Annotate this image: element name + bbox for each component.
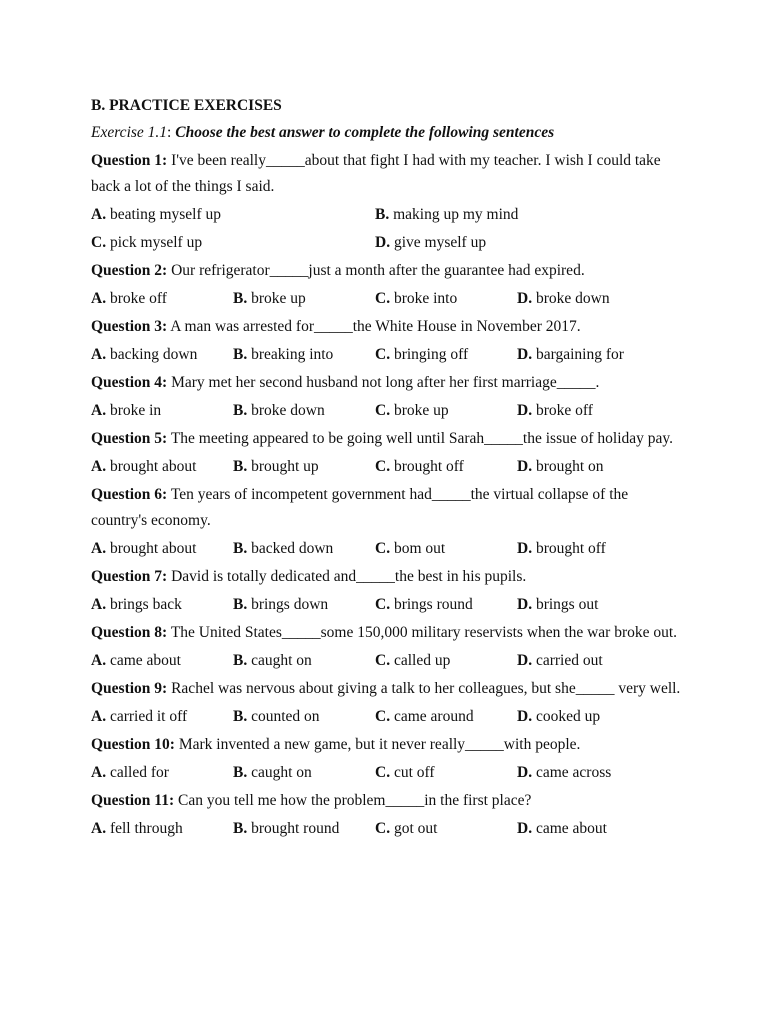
answer-options-row (91, 703, 681, 731)
answer-option[interactable] (375, 285, 517, 313)
question-block (91, 619, 681, 675)
option-text: pick myself up (109, 234, 203, 251)
option-text: give myself up (393, 234, 487, 251)
question-block (91, 481, 681, 563)
question-sentence: I've been really_____about that fight I had with my teacher. I wish I could take back a lot of the things I said. (91, 152, 661, 195)
option-letter: B. (233, 402, 248, 419)
option-text: came around (393, 708, 474, 725)
option-letter: A. (91, 652, 107, 669)
question-text (91, 563, 681, 591)
answer-option[interactable] (517, 285, 659, 313)
answer-option[interactable] (91, 453, 233, 481)
option-text: broke in (109, 402, 162, 419)
option-letter: C. (375, 402, 391, 419)
question-block (91, 313, 681, 369)
answer-option[interactable] (517, 759, 659, 787)
option-letter: D. (517, 402, 533, 419)
option-text: broke down (251, 402, 325, 419)
answer-option[interactable] (375, 201, 659, 229)
question-label: Question 6: (91, 486, 168, 503)
question-label: Question 3: (91, 318, 168, 335)
answer-option[interactable] (91, 229, 375, 257)
option-text: brought about (109, 458, 197, 475)
question-text (91, 425, 681, 453)
answer-option[interactable] (375, 397, 517, 425)
option-letter: C. (375, 346, 391, 363)
option-text: beating myself up (109, 206, 222, 223)
question-text (91, 619, 681, 647)
option-letter: A. (91, 764, 107, 781)
answer-options-row (91, 759, 681, 787)
answer-option[interactable] (91, 759, 233, 787)
option-text: bringing off (393, 346, 469, 363)
question-sentence: Ten years of incompetent government had_____the virtual collapse of the country's economy. (91, 486, 629, 529)
option-letter: B. (233, 458, 248, 475)
option-letter: D. (517, 346, 533, 363)
option-letter: A. (91, 708, 107, 725)
option-letter: C. (375, 458, 391, 475)
answer-options-row (91, 201, 681, 229)
option-letter: A. (91, 206, 107, 223)
option-text: caught on (251, 652, 312, 669)
answer-option[interactable] (517, 453, 659, 481)
question-label: Question 10: (91, 736, 175, 753)
answer-option[interactable] (233, 397, 375, 425)
question-text (91, 257, 681, 285)
answer-option[interactable] (517, 815, 659, 843)
question-sentence: Mark invented a new game, but it never really_____with people. (178, 736, 581, 753)
option-letter: C. (375, 290, 391, 307)
option-text: came across (535, 764, 612, 781)
question-sentence: The meeting appeared to be going well until Sarah_____the issue of holiday pay. (170, 430, 674, 447)
question-sentence: Mary met her second husband not long after her first marriage_____. (171, 374, 600, 391)
option-letter: B. (233, 764, 248, 781)
answer-option[interactable] (517, 535, 659, 563)
answer-options-row (91, 647, 681, 675)
option-text: backing down (109, 346, 198, 363)
question-sentence: David is totally dedicated and_____the best in his pupils. (171, 568, 527, 585)
option-text: backed down (251, 540, 334, 557)
option-text: got out (393, 820, 438, 837)
question-block (91, 787, 681, 843)
question-label: Question 8: (91, 624, 168, 641)
answer-option[interactable] (233, 535, 375, 563)
answer-option[interactable] (375, 453, 517, 481)
answer-option[interactable] (91, 341, 233, 369)
question-block (91, 257, 681, 313)
question-label: Question 7: (91, 568, 168, 585)
option-text: caught on (251, 764, 312, 781)
option-text: broke up (251, 290, 306, 307)
option-letter: A. (91, 540, 107, 557)
question-list (91, 147, 681, 843)
answer-option[interactable] (233, 453, 375, 481)
option-text: brings round (393, 596, 473, 613)
question-label: Question 1: (91, 152, 168, 169)
option-letter: C. (375, 652, 391, 669)
option-text: counted on (251, 708, 320, 725)
option-letter: B. (233, 346, 248, 363)
option-letter: C. (375, 596, 391, 613)
answer-option[interactable] (91, 535, 233, 563)
option-text: called for (109, 764, 169, 781)
option-letter: C. (375, 708, 391, 725)
answer-option[interactable] (517, 703, 659, 731)
option-letter: B. (233, 596, 248, 613)
answer-option[interactable] (233, 815, 375, 843)
option-text: brought up (251, 458, 319, 475)
option-text: broke into (393, 290, 458, 307)
answer-option[interactable] (233, 591, 375, 619)
option-text: came about (535, 820, 607, 837)
option-letter: D. (517, 708, 533, 725)
option-letter: A. (91, 596, 107, 613)
option-letter: A. (91, 402, 107, 419)
question-text (91, 731, 681, 759)
option-letter: D. (375, 234, 391, 251)
question-text (91, 675, 681, 703)
exercise-separator: : (167, 124, 172, 141)
answer-option[interactable] (233, 341, 375, 369)
question-sentence: The United States_____some 150,000 military reservists when the war broke out. (170, 624, 678, 641)
answer-options-row (91, 815, 681, 843)
option-text: brings down (251, 596, 329, 613)
question-text (91, 787, 681, 815)
option-letter: C. (375, 540, 391, 557)
option-letter: C. (91, 234, 107, 251)
answer-option[interactable] (375, 703, 517, 731)
option-text: brought round (251, 820, 340, 837)
question-text (91, 147, 681, 201)
question-label: Question 4: (91, 374, 168, 391)
answer-options-row (91, 397, 681, 425)
option-letter: B. (233, 820, 248, 837)
question-block (91, 675, 681, 731)
option-letter: B. (233, 708, 248, 725)
answer-option[interactable] (517, 647, 659, 675)
answer-options-row (91, 591, 681, 619)
question-block (91, 563, 681, 619)
option-letter: D. (517, 290, 533, 307)
answer-option[interactable] (375, 591, 517, 619)
answer-option[interactable] (233, 759, 375, 787)
option-text: brings out (535, 596, 599, 613)
option-letter: C. (375, 764, 391, 781)
answer-option[interactable] (91, 285, 233, 313)
question-sentence: Our refrigerator_____just a month after the guarantee had expired. (171, 262, 585, 279)
answer-options-row (91, 285, 681, 313)
document-page (91, 93, 681, 843)
answer-option[interactable] (91, 815, 233, 843)
answer-option[interactable] (91, 703, 233, 731)
answer-option[interactable] (375, 815, 517, 843)
answer-option[interactable] (517, 397, 659, 425)
option-text: came about (109, 652, 181, 669)
answer-options-row (91, 229, 681, 257)
option-letter: B. (233, 652, 248, 669)
answer-option[interactable] (375, 341, 517, 369)
option-text: called up (393, 652, 451, 669)
question-block (91, 369, 681, 425)
answer-option[interactable] (375, 759, 517, 787)
option-letter: D. (517, 596, 533, 613)
option-letter: B. (233, 540, 248, 557)
answer-option[interactable] (91, 591, 233, 619)
answer-option[interactable] (517, 341, 659, 369)
question-block (91, 425, 681, 481)
question-sentence: Rachel was nervous about giving a talk to her colleagues, but she_____ very well. (171, 680, 681, 697)
answer-option[interactable] (375, 535, 517, 563)
answer-option[interactable] (233, 703, 375, 731)
option-text: carried out (535, 652, 603, 669)
option-letter: D. (517, 540, 533, 557)
option-letter: A. (91, 458, 107, 475)
question-sentence: A man was arrested for_____the White House in November 2017. (170, 318, 581, 335)
option-text: bom out (393, 540, 446, 557)
option-letter: A. (91, 290, 107, 307)
question-text (91, 369, 681, 397)
option-letter: D. (517, 820, 533, 837)
option-text: cooked up (535, 708, 601, 725)
question-text (91, 313, 681, 341)
option-text: bargaining for (535, 346, 624, 363)
option-text: brought off (535, 540, 606, 557)
option-text: broke off (109, 290, 167, 307)
option-letter: D. (517, 652, 533, 669)
option-text: cut off (393, 764, 435, 781)
option-text: brought about (109, 540, 197, 557)
option-letter: B. (375, 206, 390, 223)
answer-option[interactable] (517, 591, 659, 619)
question-block (91, 731, 681, 787)
option-letter: C. (375, 820, 391, 837)
answer-option[interactable] (91, 397, 233, 425)
question-block (91, 147, 681, 257)
option-letter: A. (91, 820, 107, 837)
option-text: making up my mind (393, 206, 519, 223)
option-text: broke down (535, 290, 610, 307)
answer-options-row (91, 453, 681, 481)
answer-options-row (91, 535, 681, 563)
question-sentence: Can you tell me how the problem_____in the first place? (177, 792, 532, 809)
option-letter: D. (517, 458, 533, 475)
option-text: breaking into (251, 346, 334, 363)
option-text: brought off (393, 458, 464, 475)
answer-option[interactable] (91, 201, 375, 229)
answer-options-row (91, 341, 681, 369)
section-title: B. PRACTICE EXERCISES (91, 97, 282, 114)
option-text: brought on (535, 458, 604, 475)
exercise-instruction: Choose the best answer to complete the following sentences (175, 124, 555, 141)
exercise-label: Exercise 1.1 (91, 124, 168, 141)
option-letter: D. (517, 764, 533, 781)
option-text: brings back (109, 596, 182, 613)
option-text: carried it off (109, 708, 188, 725)
question-label: Question 5: (91, 430, 168, 447)
option-text: fell through (109, 820, 183, 837)
option-text: broke off (535, 402, 593, 419)
question-label: Question 9: (91, 680, 168, 697)
answer-option[interactable] (233, 285, 375, 313)
answer-option[interactable] (375, 647, 517, 675)
answer-option[interactable] (233, 647, 375, 675)
answer-option[interactable] (91, 647, 233, 675)
question-label: Question 2: (91, 262, 168, 279)
exercise-header (91, 119, 681, 147)
option-letter: B. (233, 290, 248, 307)
option-letter: A. (91, 346, 107, 363)
answer-option[interactable] (375, 229, 659, 257)
option-text: broke up (393, 402, 449, 419)
question-text (91, 481, 681, 535)
question-label: Question 11: (91, 792, 175, 809)
